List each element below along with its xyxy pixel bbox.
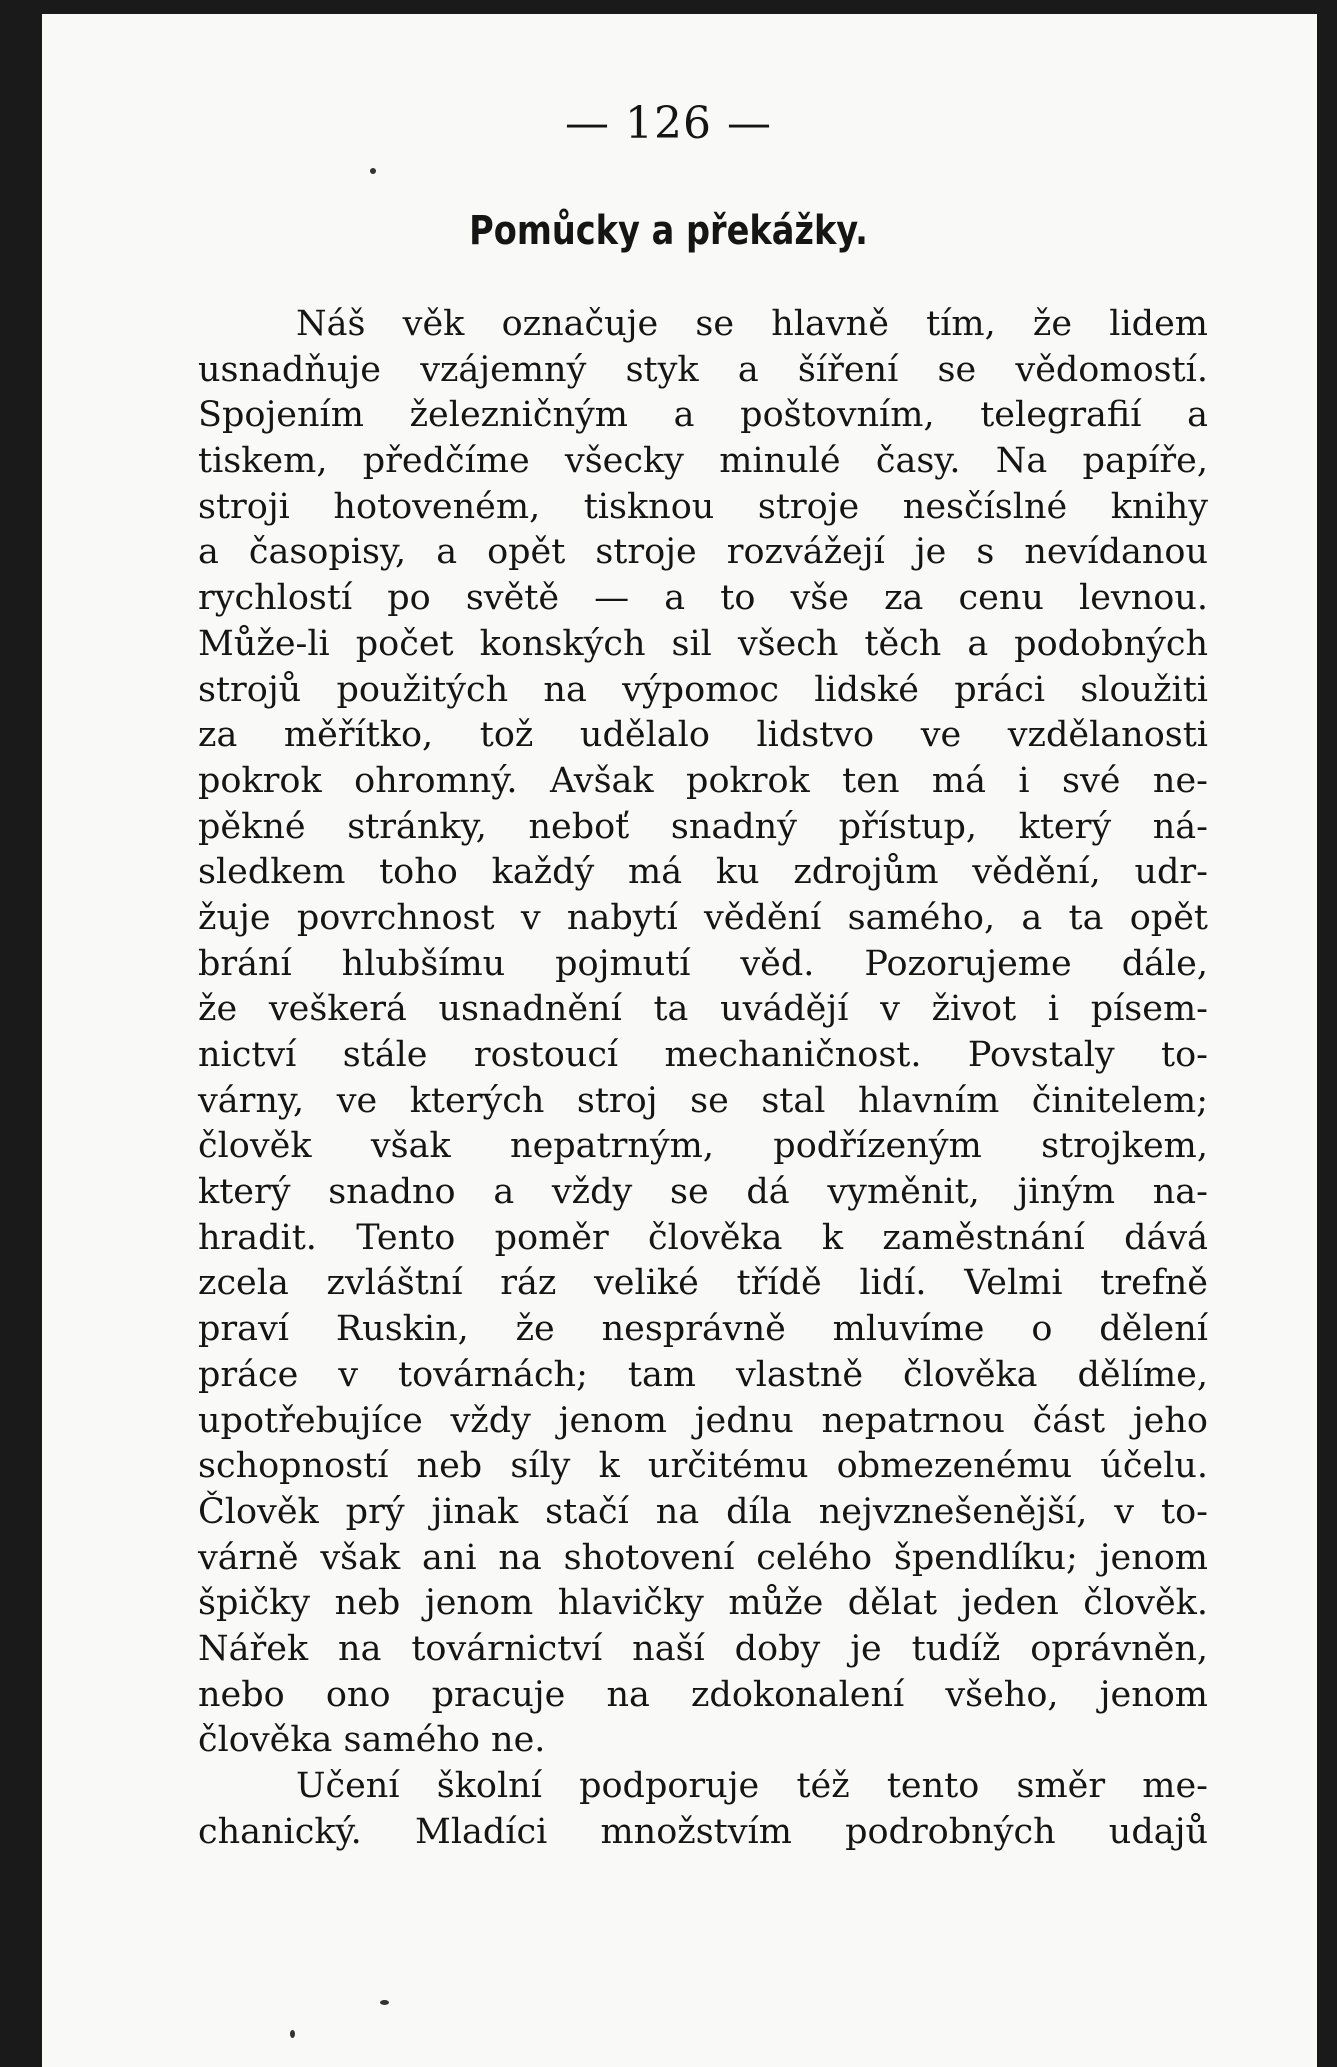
text-line: upotřebujíce vždy jenom jednu nepatrnou část jeho bbox=[198, 1400, 1208, 1441]
text-line: člověka samého ne. bbox=[198, 1720, 546, 1761]
text-line: usnadňuje vzájemný styk a šíření se vědomostí. bbox=[198, 349, 1208, 390]
text-line: pěkné stránky, neboť snadný přístup, který ná- bbox=[198, 806, 1208, 847]
text-line: Může-li počet konských sil všech těch a podobných bbox=[198, 623, 1208, 664]
text-line: Učení školní podporuje též tento směr me- bbox=[296, 1766, 1208, 1806]
text-line: chanický. Mladíci množstvím podrobných udajů bbox=[198, 1811, 1208, 1852]
text-line: praví Ruskin, že nesprávně mluvíme o dělení bbox=[198, 1309, 1208, 1350]
text-line: tiskem, předčíme všecky minulé časy. Na papíře, bbox=[198, 441, 1208, 482]
text-line: sledkem toho každý má ku zdrojům vědění, udr- bbox=[198, 852, 1208, 893]
text-line: stroji hotoveném, tisknou stroje nesčíslné knihy bbox=[198, 486, 1208, 527]
text-line: že veškerá usnadnění ta uvádějí v život i písem- bbox=[198, 989, 1208, 1030]
text-line: schopností neb síly k určitému obmezenému účelu. bbox=[198, 1446, 1208, 1487]
text-line: strojů použitých na výpomoc lidské práci sloužiti bbox=[198, 669, 1208, 710]
text-line: člověk však nepatrným, podřízeným strojkem, bbox=[198, 1126, 1208, 1167]
text-line: brání hlubšímu pojmutí věd. Pozorujeme dále, bbox=[198, 943, 1208, 984]
text-line: žuje povrchnost v nabytí vědění samého, a ta opět bbox=[198, 897, 1208, 938]
text-line: rychlostí po světě — a to vše za cenu levnou. bbox=[198, 578, 1208, 619]
text-line: Nářek na továrnictví naší doby je tudíž oprávněn, bbox=[198, 1628, 1208, 1669]
text-line: Člověk prý jinak stačí na díla nejvznešenější, v to- bbox=[198, 1491, 1208, 1532]
text-line: práce v továrnách; tam vlastně člověka dělíme, bbox=[198, 1354, 1208, 1395]
text-line: Spojením železničným a poštovním, telegrafií a bbox=[198, 395, 1208, 436]
body-text bbox=[198, 302, 1208, 1855]
text-line: pokrok ohromný. Avšak pokrok ten má i své ne- bbox=[198, 760, 1208, 801]
text-line: který snadno a vždy se dá vyměnit, jiným na- bbox=[198, 1172, 1208, 1213]
section-heading: Pomůcky a překážky. bbox=[469, 208, 868, 254]
print-speck bbox=[380, 2000, 389, 2005]
paragraph-1 bbox=[198, 302, 1208, 1764]
text-line: hradit. Tento poměr člověka k zaměstnání dává bbox=[198, 1217, 1208, 1258]
print-speck bbox=[370, 168, 376, 174]
text-line: nictví stále rostoucí mechaničnost. Povstaly to- bbox=[198, 1035, 1208, 1075]
text-line: nebo ono pracuje na zdokonalení všeho, jenom bbox=[198, 1674, 1208, 1715]
text-line: špičky neb jenom hlavičky může dělat jeden člověk. bbox=[198, 1583, 1208, 1624]
text-line: várny, ve kterých stroj se stal hlavním činitelem; bbox=[198, 1080, 1208, 1121]
page-number: — 126 — bbox=[565, 98, 772, 149]
paragraph-2 bbox=[198, 1764, 1208, 1855]
text-line: várně však ani na shotovení celého špendlíku; jenom bbox=[198, 1537, 1208, 1578]
text-line: za měřítko, tož udělalo lidstvo ve vzdělanosti bbox=[198, 715, 1208, 756]
text-line: zcela zvláštní ráz veliké třídě lidí. Velmi trefně bbox=[198, 1263, 1208, 1304]
text-line: Náš věk označuje se hlavně tím, že lidem bbox=[296, 304, 1208, 344]
text-line: a časopisy, a opět stroje rozvážejí je s nevídanou bbox=[198, 532, 1208, 573]
print-speck bbox=[290, 2030, 295, 2038]
